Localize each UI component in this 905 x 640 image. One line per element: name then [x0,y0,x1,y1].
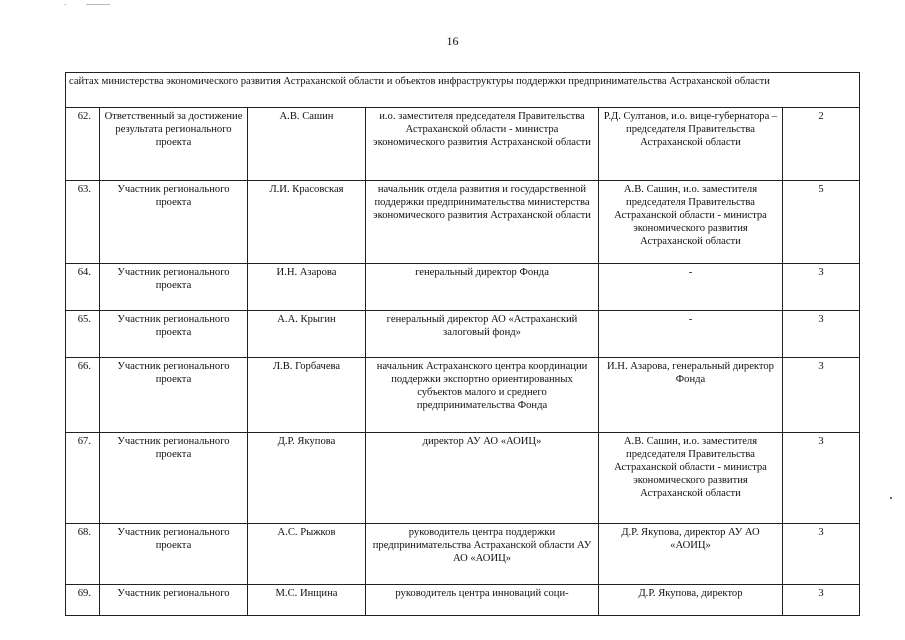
row-name: Л.И. Красовская [248,181,366,264]
row-workload: 3 [783,311,860,358]
row-name: Д.Р. Якупова [248,433,366,524]
scan-dot [890,497,892,499]
row-supervisor: А.В. Сашин, и.о. заместителя председателя Правительства Астраханской области - министра экономического развития Астраханской области [599,433,783,524]
row-number: 67. [66,433,100,524]
row-supervisor: А.В. Сашин, и.о. заместителя председателя Правительства Астраханской области - министра экономического развития Астраханской области [599,181,783,264]
row-position: директор АУ АО «АОИЦ» [366,433,599,524]
row-name: Л.В. Горбачева [248,358,366,433]
scan-rule [86,4,110,5]
table-row [66,108,860,181]
table-row [66,585,860,616]
row-workload: 5 [783,181,860,264]
table-row [66,311,860,358]
row-name: М.С. Инщина [248,585,366,616]
row-role: Участник регионального проекта [100,433,248,524]
row-position: и.о. заместителя председателя Правительства Астраханской области - министра экономического развития Астраханской области [366,108,599,181]
row-supervisor: - [599,264,783,311]
participants-table [65,72,860,616]
row-position: генеральный директор Фонда [366,264,599,311]
row-number: 69. [66,585,100,616]
row-supervisor: - [599,311,783,358]
row-name: И.Н. Азарова [248,264,366,311]
row-workload: 3 [783,585,860,616]
row-workload: 3 [783,358,860,433]
row-role: Участник регионального проекта [100,358,248,433]
row-role: Участник регионального проекта [100,264,248,311]
row-position: генеральный директор АО «Астраханский залоговый фонд» [366,311,599,358]
row-position: руководитель центра инноваций соци- [366,585,599,616]
row-workload: 2 [783,108,860,181]
row-name: А.В. Сашин [248,108,366,181]
row-position: начальник Астраханского центра координации поддержки экспортно ориентированных субъектов малого и среднего предпринимательства Фонда [366,358,599,433]
continuation-text: сайтах министерства экономического развития Астраханской области и объектов инфраструктуры поддержки предпринимательства Астраханской области [66,73,860,108]
table-row [66,181,860,264]
row-supervisor: И.Н. Азарова, генеральный директор Фонда [599,358,783,433]
row-workload: 3 [783,524,860,585]
row-number: 68. [66,524,100,585]
row-number: 62. [66,108,100,181]
row-role: Участник регионального проекта [100,311,248,358]
row-supervisor: Р.Д. Султанов, и.о. вице-губернатора – председателя Правительства Астраханской области [599,108,783,181]
table-row [66,524,860,585]
row-role: Участник регионального проекта [100,181,248,264]
table-row [66,358,860,433]
row-number: 65. [66,311,100,358]
row-position: начальник отдела развития и государственной поддержки предпринимательства министерства экономического развития Астраханской области [366,181,599,264]
row-number: 64. [66,264,100,311]
row-supervisor: Д.Р. Якупова, директор АУ АО «АОИЦ» [599,524,783,585]
page-number: 16 [446,34,459,48]
row-name: А.С. Рыжков [248,524,366,585]
row-number: 66. [66,358,100,433]
table-row [66,433,860,524]
row-supervisor: Д.Р. Якупова, директор [599,585,783,616]
row-workload: 3 [783,433,860,524]
row-name: А.А. Крыгин [248,311,366,358]
row-role: Участник регионального [100,585,248,616]
row-role: Ответственный за достижение результата регионального проекта [100,108,248,181]
row-workload: 3 [783,264,860,311]
table-row [66,264,860,311]
continuation-row [66,73,860,108]
row-role: Участник регионального проекта [100,524,248,585]
row-position: руководитель центра поддержки предпринимательства Астраханской области АУ АО «АОИЦ» [366,524,599,585]
row-number: 63. [66,181,100,264]
scan-mark [64,4,66,5]
